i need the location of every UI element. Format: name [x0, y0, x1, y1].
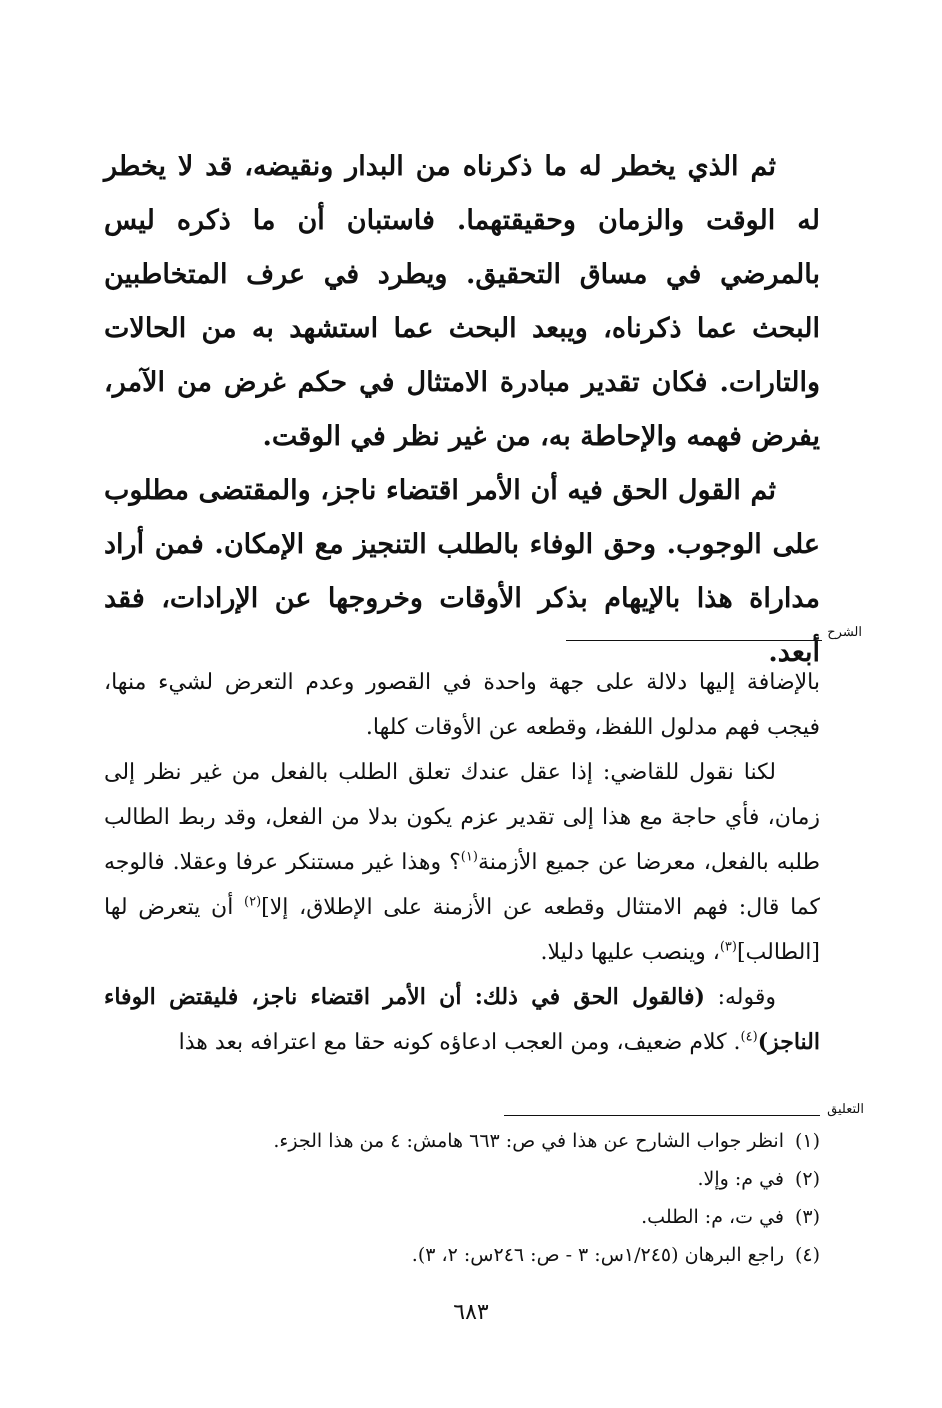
footnotes-label: التعليق	[827, 1102, 864, 1117]
footnote-number: (٣)	[794, 1206, 820, 1228]
footnote-item	[104, 1160, 820, 1198]
footnotes-divider	[504, 1115, 820, 1116]
main-text	[104, 140, 820, 680]
main-paragraph: ثم القول الحق فيه أن الأمر اقتضاء ناجز، والمقتضى مطلوب على الوجوب. وحق الوفاء بالطلب التنجيز مع الإمكان. فمن أراد مداراة هذا بالإيهام بذكر الأوقات وخروجها عن الإرادات، فقد أبعد.	[104, 475, 820, 668]
footnote-text: في ت، م: الطلب.	[641, 1206, 784, 1228]
footnote-number: (٢)	[794, 1168, 820, 1190]
commentary-paragraph: بالإضافة إليها دلالة على جهة واحدة في القصور وعدم التعرض لشيء منها، فيجب فهم مدلول اللفظ، وقطعه عن الأوقات كلها.	[104, 670, 820, 740]
footnote-number: (١)	[794, 1130, 820, 1152]
commentary-divider	[566, 640, 822, 641]
footnote-text: راجع البرهان (١/٢٤٥س: ٣ - ص: ٢٤٦س: ٢، ٣).	[411, 1244, 784, 1266]
footnote-item	[104, 1236, 820, 1274]
commentary-text-run: أن يتعرض لها [الطالب]	[104, 895, 820, 965]
quoted-text: (فالقول الحق في ذلك: أن الأمر اقتضاء ناجز، فليقتض الوفاء الناجز)	[104, 984, 820, 1055]
commentary-paragraph	[104, 975, 820, 1065]
footnote-text: انظر جواب الشارح عن هذا في ص: ٦٦٣ هامش: ٤ من هذا الجزء.	[273, 1130, 784, 1152]
footnote-ref[interactable]: (٤)	[740, 1029, 758, 1045]
main-paragraph: ثم الذي يخطر له ما ذكرناه من البدار ونقيضه، قد لا يخطر له الوقت والزمان وحقيقتهما. فاستبان أن ما ذكره ليس بالمرضي في مساق التحقيق. ويطرد في عرف المتخاطبين البحث عما ذكرناه، ويبعد البحث عما استشهد به من الحالات والتارات. فكان تقدير مبادرة الامتثال في حكم غرض من الآمر، يفرض فهمه والإحاطة به، من غير نظر في الوقت.	[104, 151, 820, 452]
footnote-ref[interactable]: (٣)	[719, 939, 737, 955]
commentary-paragraph	[104, 750, 820, 975]
footnote-ref[interactable]: (١)	[460, 849, 478, 865]
footnotes-list	[104, 1122, 820, 1274]
footnote-number: (٤)	[794, 1244, 820, 1266]
footnote-item	[104, 1122, 820, 1160]
commentary-text-run: ، وينصب عليها دليلا.	[540, 940, 720, 965]
footnote-text: في م: وإلا.	[697, 1168, 784, 1190]
commentary-label: الشرح	[827, 625, 862, 640]
commentary-text-run: . كلام ضعيف، ومن العجب ادعاؤه كونه حقا مع اعترافه بعد هذا	[178, 1030, 741, 1055]
commentary-text-run: وقوله:	[704, 985, 776, 1010]
page-number: ٦٨٣	[453, 1300, 489, 1325]
commentary-text-run: لكنا نقول للقاضي: إذا عقل عندك تعلق الطلب بالفعل من غير نظر إلى زمان، فأي حاجة مع هذا إلى تقدير عزم يكون بدلا من الفعل، وقد ربط الطالب طلبه بالفعل، معرضا عن جميع الأزمنة	[104, 760, 820, 875]
footnote-item	[104, 1198, 820, 1236]
footnote-ref[interactable]: (٢)	[244, 894, 262, 910]
commentary-text-run: ؟ وهذا غير مستنكر عرفا وعقلا. فالوجه كما قال: فهم الامتثال وقطعه عن الأزمنة على الإطلاق، إلا]	[104, 850, 820, 920]
commentary-text	[104, 660, 820, 1065]
